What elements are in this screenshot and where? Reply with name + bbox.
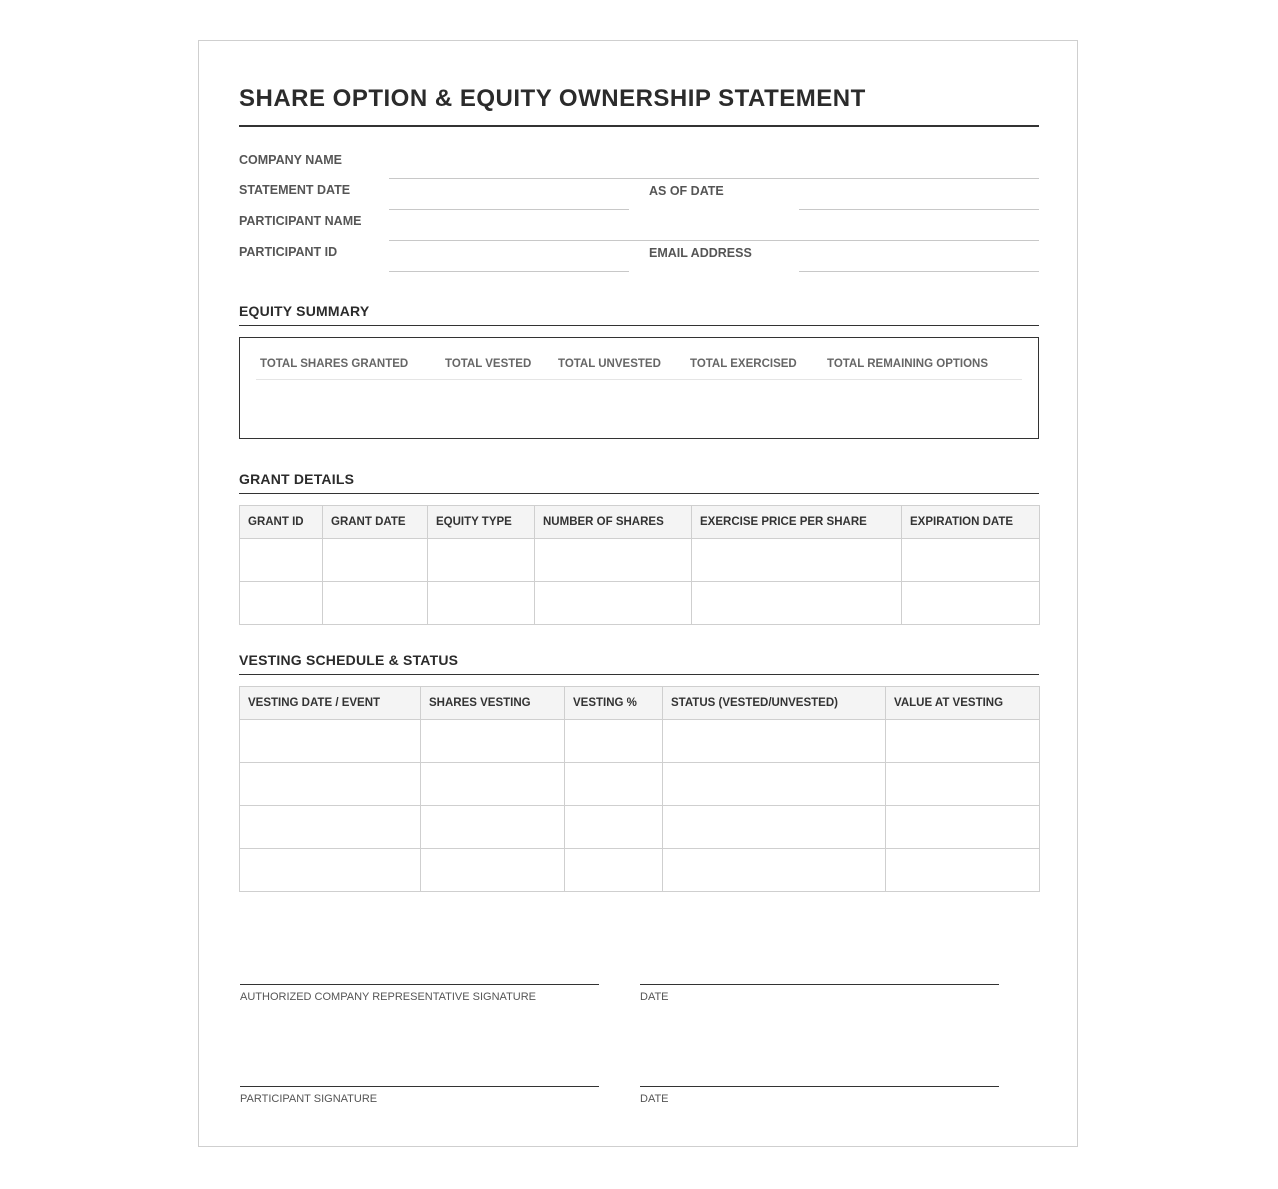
grant-details-heading: GRANT DETAILS xyxy=(239,471,355,487)
table-cell[interactable] xyxy=(240,763,421,806)
table-cell[interactable] xyxy=(240,539,323,582)
expiration-date-column: EXPIRATION DATE xyxy=(902,506,1040,539)
company-name-field[interactable] xyxy=(389,178,1039,179)
table-cell[interactable] xyxy=(323,539,428,582)
participant-id-label: PARTICIPANT ID xyxy=(239,245,338,259)
table-cell[interactable] xyxy=(663,806,886,849)
table-cell[interactable] xyxy=(886,806,1040,849)
table-cell[interactable] xyxy=(421,720,565,763)
table-row xyxy=(240,539,1040,582)
summary-header-divider xyxy=(256,379,1022,380)
company-name-label: COMPANY NAME xyxy=(239,153,343,167)
table-cell[interactable] xyxy=(565,806,663,849)
as-of-date-label: AS OF DATE xyxy=(649,184,724,198)
grant-id-column: GRANT ID xyxy=(240,506,323,539)
table-cell[interactable] xyxy=(886,763,1040,806)
vesting-schedule-table xyxy=(239,686,1040,892)
vesting-date-column: VESTING DATE / EVENT xyxy=(240,687,421,720)
table-cell[interactable] xyxy=(421,849,565,892)
page-title: SHARE OPTION & EQUITY OWNERSHIP STATEMENT xyxy=(239,85,866,112)
email-address-field[interactable] xyxy=(799,271,1039,272)
grant-date-column: GRANT DATE xyxy=(323,506,428,539)
total-remaining-options-header: TOTAL REMAINING OPTIONS xyxy=(827,358,989,370)
table-cell[interactable] xyxy=(240,806,421,849)
company-signature-label: AUTHORIZED COMPANY REPRESENTATIVE SIGNATURE xyxy=(240,991,537,1003)
number-of-shares-column: NUMBER OF SHARES xyxy=(535,506,692,539)
table-cell[interactable] xyxy=(886,849,1040,892)
statement-date-label: STATEMENT DATE xyxy=(239,183,351,197)
status-column: STATUS (VESTED/UNVESTED) xyxy=(663,687,886,720)
email-address-label: EMAIL ADDRESS xyxy=(649,246,752,260)
table-cell[interactable] xyxy=(663,763,886,806)
table-cell[interactable] xyxy=(421,806,565,849)
participant-name-field[interactable] xyxy=(389,240,1039,241)
table-row xyxy=(240,806,1040,849)
table-cell[interactable] xyxy=(692,582,902,625)
vesting-schedule-divider xyxy=(239,674,1039,675)
grant-details-divider xyxy=(239,493,1039,494)
exercise-price-column: EXERCISE PRICE PER SHARE xyxy=(692,506,902,539)
table-cell[interactable] xyxy=(240,582,323,625)
statement-page xyxy=(198,40,1078,1147)
table-header-row xyxy=(240,687,1040,720)
company-date-line[interactable] xyxy=(640,984,999,985)
vesting-schedule-heading: VESTING SCHEDULE & STATUS xyxy=(239,652,459,668)
participant-date-label: DATE xyxy=(640,1093,669,1105)
statement-date-field[interactable] xyxy=(389,209,629,210)
table-cell[interactable] xyxy=(692,539,902,582)
table-cell[interactable] xyxy=(565,849,663,892)
participant-name-label: PARTICIPANT NAME xyxy=(239,214,362,228)
participant-id-field[interactable] xyxy=(389,271,629,272)
table-row xyxy=(240,849,1040,892)
table-cell[interactable] xyxy=(663,720,886,763)
equity-summary-box xyxy=(239,337,1039,439)
as-of-date-field[interactable] xyxy=(799,209,1039,210)
total-shares-granted-header: TOTAL SHARES GRANTED xyxy=(260,358,409,370)
table-header-row xyxy=(240,506,1040,539)
table-cell[interactable] xyxy=(421,763,565,806)
table-cell[interactable] xyxy=(565,720,663,763)
table-cell[interactable] xyxy=(428,582,535,625)
table-row xyxy=(240,582,1040,625)
table-cell[interactable] xyxy=(535,582,692,625)
equity-summary-divider xyxy=(239,325,1039,326)
total-vested-header: TOTAL VESTED xyxy=(445,358,532,370)
table-row xyxy=(240,763,1040,806)
participant-signature-line[interactable] xyxy=(240,1086,599,1087)
total-unvested-header: TOTAL UNVESTED xyxy=(558,358,661,370)
table-cell[interactable] xyxy=(240,720,421,763)
total-exercised-header: TOTAL EXERCISED xyxy=(690,358,797,370)
table-row xyxy=(240,720,1040,763)
grant-details-table xyxy=(239,505,1040,625)
equity-summary-heading: EQUITY SUMMARY xyxy=(239,303,370,319)
shares-vesting-column: SHARES VESTING xyxy=(421,687,565,720)
equity-type-column: EQUITY TYPE xyxy=(428,506,535,539)
table-cell[interactable] xyxy=(565,763,663,806)
table-cell[interactable] xyxy=(323,582,428,625)
table-cell[interactable] xyxy=(886,720,1040,763)
participant-date-line[interactable] xyxy=(640,1086,999,1087)
company-date-label: DATE xyxy=(640,991,669,1003)
table-cell[interactable] xyxy=(535,539,692,582)
table-cell[interactable] xyxy=(240,849,421,892)
title-divider xyxy=(239,125,1039,127)
table-cell[interactable] xyxy=(902,582,1040,625)
company-signature-line[interactable] xyxy=(240,984,599,985)
table-cell[interactable] xyxy=(902,539,1040,582)
table-cell[interactable] xyxy=(428,539,535,582)
vesting-percent-column: VESTING % xyxy=(565,687,663,720)
participant-signature-label: PARTICIPANT SIGNATURE xyxy=(240,1093,378,1105)
table-cell[interactable] xyxy=(663,849,886,892)
value-at-vesting-column: VALUE AT VESTING xyxy=(886,687,1040,720)
